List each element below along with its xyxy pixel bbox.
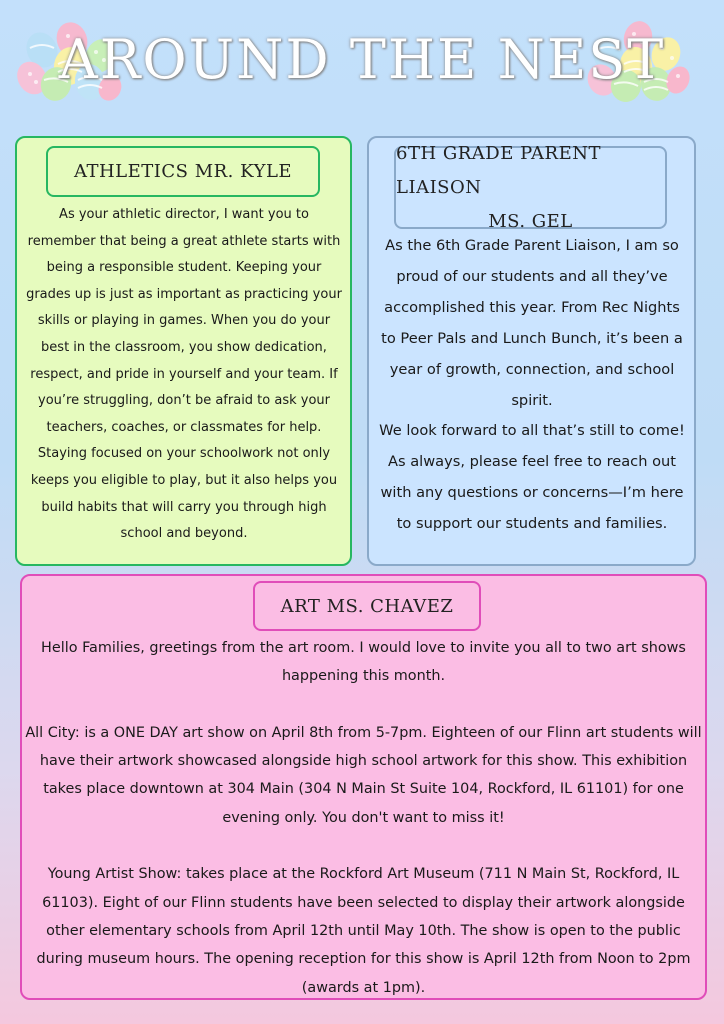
athletics-paragraph: As your athletic director, I want you to remember that being a great athlete starts with being a responsible student. Keeping your grades up is just as important as practicing your skills or playing in games. When you do your best in the classroom, you show dedication, respect, and pride in yourself and your team. If you’re struggling, don’t be afraid to ask your teachers, coaches, or classmates for help. Staying focused on your schoolwork not only keeps you eligible to play, but it also helps you build habits that will carry you through high school and beyond. — [26, 207, 342, 542]
art-heading — [253, 581, 481, 631]
liaison-heading-line1: 6TH GRADE PARENT LIAISON — [396, 142, 602, 198]
art-paragraph: Hello Families, greetings from the art room. I would love to invite you all to two art shows happening this month. — [41, 640, 686, 685]
athletics-body — [26, 202, 342, 548]
liaison-paragraph: We look forward to all that’s still to come! As always, please feel free to reach out with any questions or concerns—I’m here to support our students and families. — [379, 422, 685, 533]
athletics-heading — [46, 146, 320, 197]
liaison-body — [378, 231, 686, 540]
art-paragraph: All City: is a ONE DAY art show on April 8th from 5-7pm. Eighteen of our Flinn art students will have their artwork showcased alongside high school artwork for this show. This exhibition takes place downtown at 304 Main (304 N Main St Suite 104, Rockford, IL 61101) for one evening only. You don't want to miss it! — [25, 724, 702, 826]
athletics-heading-text: ATHLETICS MR. KYLE — [73, 161, 293, 182]
liaison-paragraph: As the 6th Grade Parent Liaison, I am so proud of our students and all they’ve accomplished this year. From Rec Nights to Peer Pals and Lunch Bunch, it’s been a year of growth, connection, and school spirit. — [381, 237, 683, 409]
liaison-heading-line2: MS. GEL — [488, 210, 573, 232]
page-title: AROUND THE NEST — [58, 28, 666, 91]
art-body — [22, 634, 705, 1002]
art-heading-text: ART MS. CHAVEZ — [280, 595, 454, 617]
liaison-heading — [394, 142, 667, 232]
art-paragraph: Young Artist Show: takes place at the Rockford Art Museum (711 N Main St, Rockford, IL 61103). Eight of our Flinn students have been selected to display their artwork alongside other elementary schools from April 12th until May 10th. The show is open to the public during museum hours. The opening reception for this show is April 12th from Noon to 2pm (awards at 1pm). — [36, 866, 691, 996]
